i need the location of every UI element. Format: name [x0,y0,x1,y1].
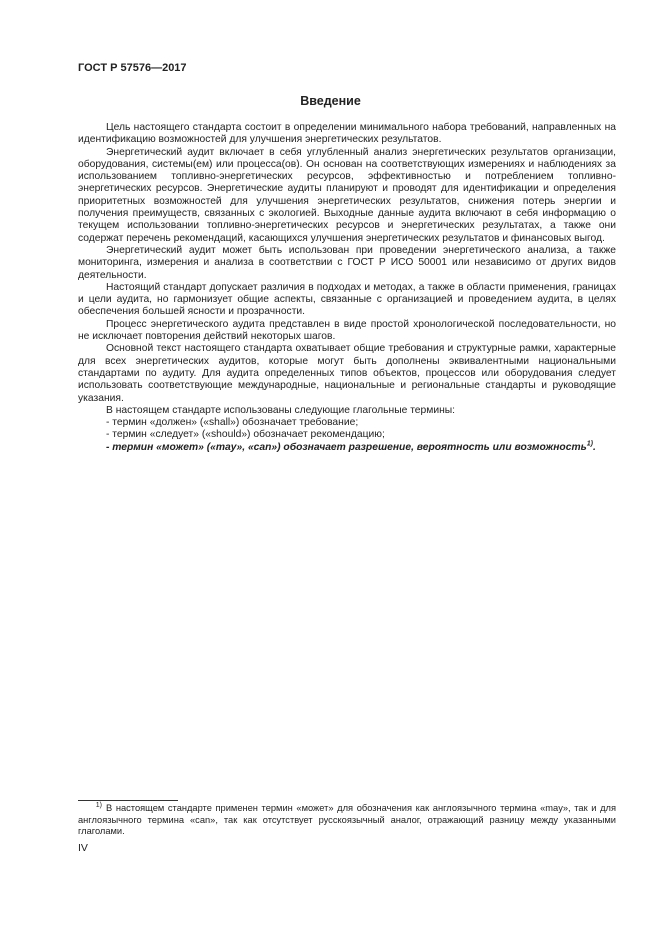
paragraph: Процесс энергетического аудита представлен в виде простой хронологической последовательности, но не исключает повторения действий некоторых шагов. [78,318,616,343]
term-may [78,442,616,454]
document-id: ГОСТ Р 57576—2017 [78,62,187,74]
footnote-divider [78,800,178,801]
body-text [78,122,616,454]
term-may-end: . [592,441,596,453]
paragraph: Энергетический аудит может быть использован при проведении энергетического анализа, а также мониторинга, измерения и анализа в соответствии с ГОСТ Р ИСО 50001 или независимо от других видов деятельности. [78,244,616,281]
term-shall: - термин «должен» («shall») обозначает требование; [106,417,359,429]
footnote-text: В настоящем стандарте применен термин «может» для обозначения как англоязычного термина «may», так и для англоязычного термина «can», так как отсутствует русскоязычный аналог, отражающий разницу между указанными глаголами. [78,803,616,836]
footnote [78,803,616,838]
term-should: - термин «следует» («should») обозначает рекомендацию; [106,429,385,441]
section-title: Введение [300,94,361,108]
paragraph: Основной текст настоящего стандарта охватывает общие требования и структурные рамки, характерные для всех энергетических аудитов, которые могут быть дополнены эквивалентными национальными стандартами по аудиту. Для аудита определенных типов объектов, процессов или оборудования следует использовать соответствующие международные, национальные и региональные стандарты и руководящие указания. [78,343,616,404]
paragraph: Энергетический аудит включает в себя углубленный анализ энергетических результатов организации, оборудования, системы(ем) или процесса(ов). Он основан на соответствующих измерениях и наблюдениях за использованием топливно-энергетических ресурсов, эффективностью и потреблением топливно-энергетических ресурсов. Энергетические аудиты планируют и проводят для идентификации и определения приоритетных возможностей для улучшения энергетических результатов, снижения потерь энергии и получения преимуществ, связанных с экологией. Выходные данные аудита включают в себя информацию о текущем использовании топливно-энергетических ресурсов и энергетических результатах, а также они содержат перечень рекомендаций, касающихся улучшения энергетических результатов и финансовых выгод. [78,146,616,244]
page-number: IV [78,842,88,854]
footnote-ref: 1) [586,440,593,448]
footnote-marker-sup: 1) [95,801,102,809]
paragraph: Цель настоящего стандарта состоит в определении минимального набора требований, направленных на идентификацию возможностей для улучшения энергетических результатов. [78,122,616,146]
footnote-marker [78,803,106,815]
paragraph: В настоящем стандарте использованы следующие глагольные термины: [106,404,456,416]
term-may-text: - термин «может» («may», «can») обозначает разрешение, вероятность или возможность [106,441,587,453]
paragraph: Настоящий стандарт допускает различия в подходах и методах, а также в области применения, границах и цели аудита, но гармонизует общие аспекты, связанные с организацией и проведением аудита, в целях обеспечения большей ясности и прозрачности. [78,281,616,318]
